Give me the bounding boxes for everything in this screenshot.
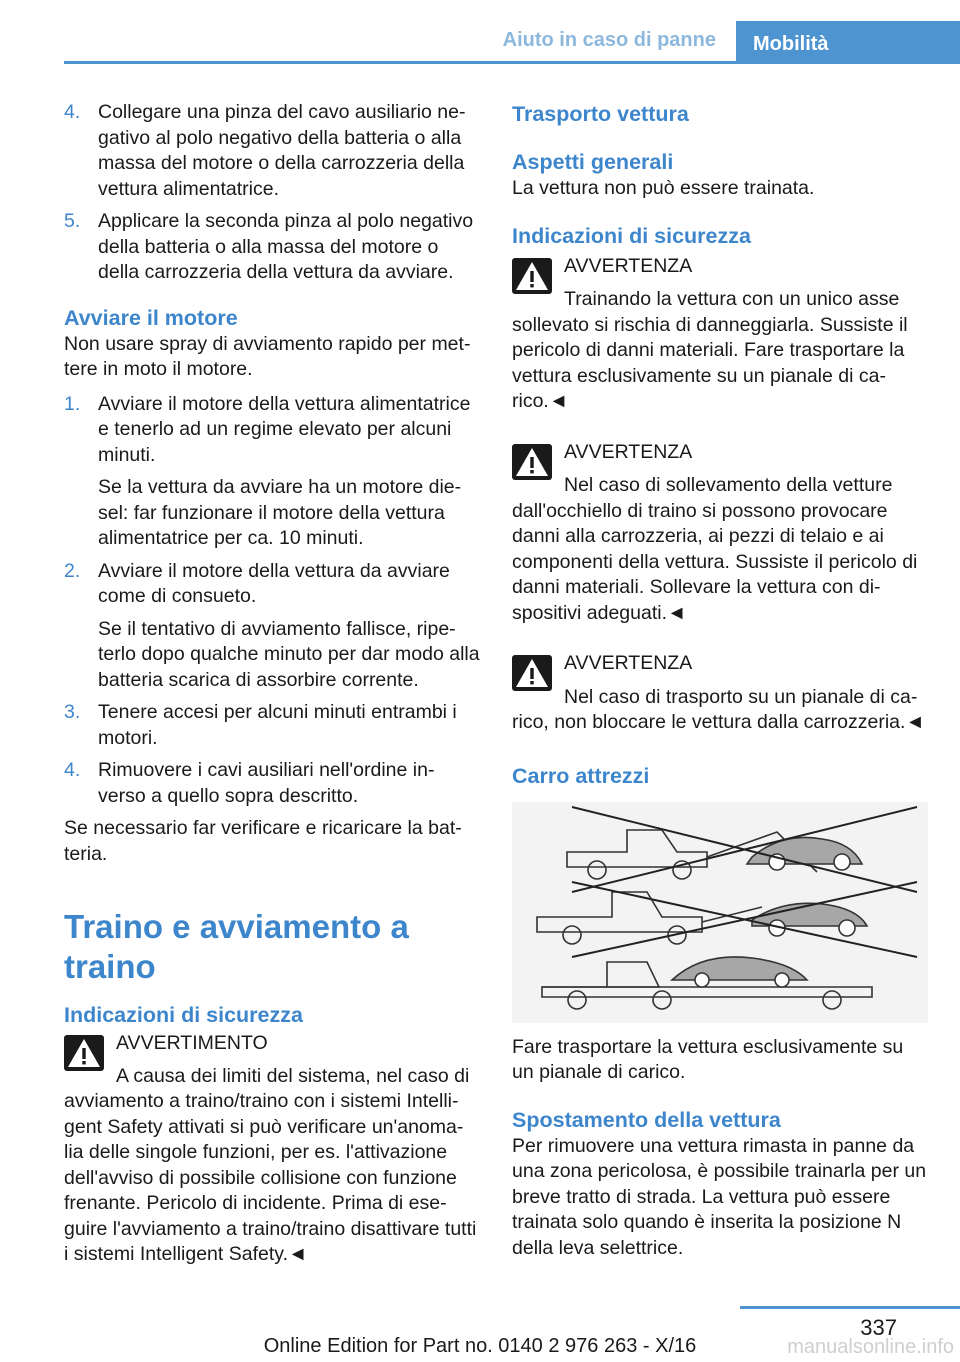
left-column (64, 100, 480, 1268)
start-engine-intro: Non usare spray di avviamento rapido per met-tere in moto il motore. (64, 332, 471, 380)
list-number: 4. (64, 759, 81, 781)
footer-rule (740, 1306, 960, 1309)
list-item (64, 700, 480, 751)
list-number: 5. (64, 210, 81, 232)
warning-label: AVVERTENZA (564, 652, 693, 674)
list-text: Collegare una pinza del cavo ausiliario ne-gativo al polo negativo della batteria o alla massa del motore o della carrozzeria della vettura alimentatrice. (98, 101, 466, 200)
closing-text: Se necessario far verificare e ricaricare la bat-teria. (64, 817, 462, 865)
list-item (64, 559, 480, 694)
warning-block (512, 651, 928, 736)
flatbed-truck-drawing (542, 956, 872, 1008)
watermark: manualsonline.info (787, 1336, 954, 1358)
list-number: 2. (64, 559, 81, 582)
warning-triangle-icon (512, 444, 552, 480)
warning-triangle-icon (512, 258, 552, 294)
chapter-title: Traino e avviamento a traino (64, 908, 409, 985)
list-number: 3. (64, 701, 81, 723)
list-item (64, 100, 480, 202)
list-item (64, 392, 480, 552)
move-vehicle-heading: Spostamento della vettura (512, 1107, 781, 1132)
warning-label: AVVERTENZA (564, 440, 693, 463)
tow-truck-heading: Carro attrezzi (512, 763, 650, 788)
footer-edition: Online Edition for Part no. 0140 2 976 263 - X/16 (263, 1335, 697, 1357)
move-vehicle-text: Per rimuovere una vettura rimasta in panne da una zona pericolosa, è possibile trainarla per un breve tratto di strada. La vettura può essere trainata solo quando è inserita la posizione N della leva selettrice. (512, 1134, 927, 1259)
transport-title: Trasporto vettura (512, 102, 689, 126)
warning-block (512, 254, 928, 415)
general-heading: Aspetti generali (512, 150, 674, 174)
warning-label: AVVERTENZA (564, 254, 693, 277)
warning-text: Trainando la vettura con un unico asse sollevato si rischia di danneggiarla. Sussiste il pericolo di danni materiali. Fare trasportare la vettura esclusivamente su un pianale di ca-rico.◄ (512, 288, 908, 412)
safety-heading: Indicazioni di sicurezza (64, 1003, 303, 1027)
warning-label: AVVERTIMENTO (116, 1032, 268, 1054)
list-item (64, 758, 480, 809)
warning-triangle-icon (512, 655, 552, 691)
tow-truck-1-drawing (567, 807, 917, 892)
list-text: Avviare il motore della vettura alimentatrice e tenerlo ad un regime elevato per alcuni minuti. (98, 392, 471, 466)
list-text: Applicare la seconda pinza al polo negativo della batteria o alla massa del motore o della carrozzeria della vettura da avviare. (98, 210, 474, 283)
header-section-title: Aiuto in caso di panne (502, 29, 716, 51)
list-text: Avviare il motore della vettura da avviare come di consueto. (98, 559, 450, 607)
safety-heading: Indicazioni di sicurezza (512, 223, 751, 248)
page-number: 337 (860, 1315, 897, 1340)
warning-text: A causa dei limiti del sistema, nel caso di avviamento a traino/traino con i sistemi Intelli-gent Safety attivati si può verificare un'anoma-lia delle singole funzioni, per es. l'attivazione dell'avviso di possibile collisione con funzione frenante. Pericolo di incidente. Prima di ese-guire l'avviamento a traino/traino disattivare tutti i sistemi Intelligent Safety.◄ (64, 1064, 477, 1265)
list-number: 4. (64, 101, 81, 123)
warning-block (64, 1031, 480, 1268)
list-subtext: Se la vettura da avviare ha un motore die-sel: far funzionare il motore della vettura alimentatrice per ca. 10 minuti. (98, 476, 462, 549)
header-tab (736, 21, 960, 64)
list-number: 1. (64, 392, 81, 415)
warning-text: Nel caso di trasporto su un pianale di ca-rico, non bloccare le vettura dalla carrozzeria.◄ (512, 685, 925, 733)
right-column (512, 100, 928, 1261)
warning-text: Nel caso di sollevamento della vetture dall'occhiello di traino si possono provocare danni alla carrozzeria, ai pezzi di telaio e ai componenti della vettura. Sussiste il pericolo di danni materiali. Sollevare la vettura con di-spositivi adeguati.◄ (512, 474, 918, 624)
tow-caption: Fare trasportare la vettura esclusivamente su un pianale di carico. (512, 1035, 904, 1083)
list-text: Rimuovere i cavi ausiliari nell'ordine in-verso a quello sopra descritto. (98, 759, 435, 807)
header-rule (64, 61, 960, 64)
list-subtext: Se il tentativo di avviamento fallisce, ripe-terlo dopo qualche minuto per dar modo alla batteria scarica di assorbire corrente. (98, 617, 480, 691)
list-item (64, 209, 480, 286)
tow-truck-illustration (512, 802, 928, 1023)
tow-truck-2-drawing (537, 882, 917, 957)
warning-block (512, 440, 928, 627)
warning-triangle-icon (64, 1035, 104, 1071)
header-tab-label: Mobilità (753, 33, 829, 55)
general-text: La vettura non può essere trainata. (512, 177, 815, 199)
list-text: Tenere accesi per alcuni minuti entrambi i motori. (98, 701, 457, 749)
start-engine-heading: Avviare il motore (64, 305, 238, 330)
